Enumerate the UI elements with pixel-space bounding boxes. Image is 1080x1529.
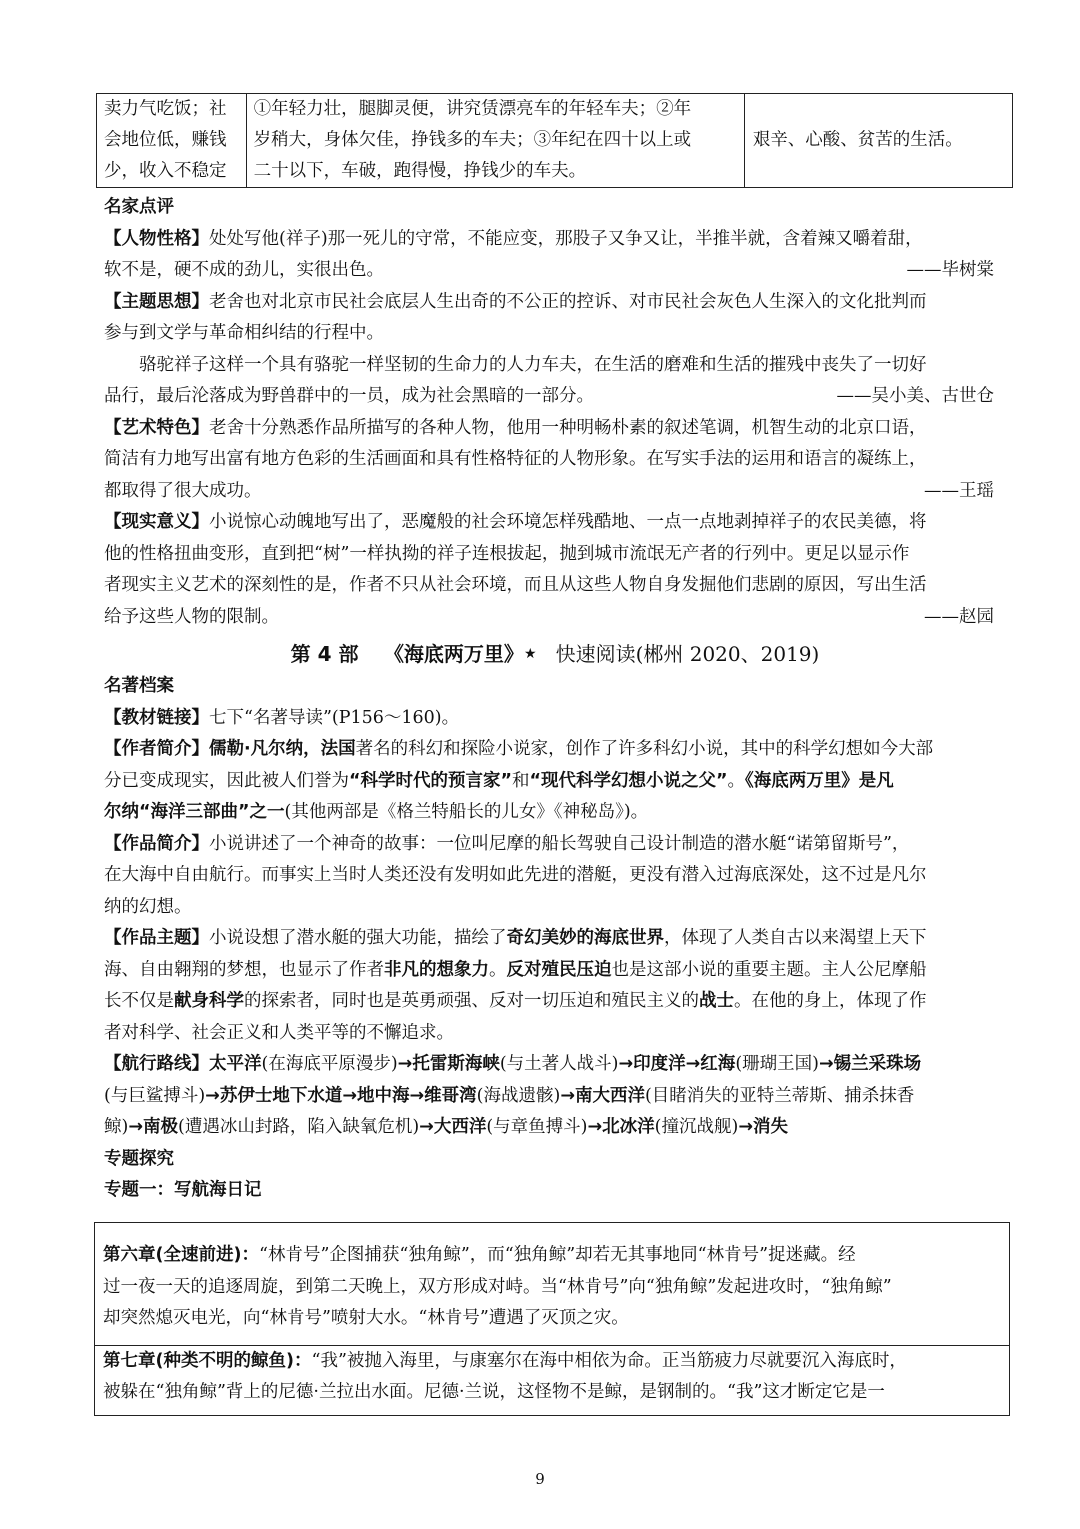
text: 长不仅是 bbox=[104, 991, 174, 1011]
route-segments bbox=[104, 1117, 788, 1137]
critique-reality-line3: 者现实主义艺术的深刻性的是，作者不只从社会环境，而且从这些人物自身发掘他们悲剧的原因，写出生活 bbox=[104, 575, 927, 595]
text: 分已变成现实，因此被人们誉为 bbox=[104, 770, 349, 791]
route-segment: →托雷斯海峡 bbox=[397, 1054, 500, 1074]
critique-art-line2: 简洁有力地写出富有地方色彩的生活画面和具有性格特征的人物形象。在写实手法的运用和语言的凝练上， bbox=[104, 449, 927, 469]
route-segments bbox=[104, 1086, 914, 1106]
critique-theme-line1 bbox=[104, 287, 1006, 319]
critique-author: ——毕树棠 bbox=[906, 260, 994, 280]
label-author: 【作者简介】 bbox=[104, 739, 209, 759]
topic-sub: 专题一：写航海日记 bbox=[104, 1180, 262, 1200]
route-segment: →消失 bbox=[738, 1117, 788, 1137]
text: 反对殖民压迫 bbox=[506, 959, 612, 980]
chapter7-line1 bbox=[95, 1346, 1009, 1378]
cell-line: 二十以下，车破，跑得慢，挣钱少的车夫。 bbox=[253, 161, 587, 181]
text: 奇幻美妙的海底世界 bbox=[506, 928, 664, 948]
text: 品行，最后沦落成为野兽群中的一员，成为社会黑暗的一部分。 bbox=[104, 386, 594, 406]
text: 的探索者，同时也是英勇顽强、反对一切压迫和殖民主义的 bbox=[244, 991, 699, 1011]
section-sub: 快速阅读(郴州 2020、2019) bbox=[555, 642, 820, 666]
table-cell-life: 艰辛、心酸、贫苦的生活。 bbox=[744, 94, 1012, 188]
route-segment: (撞沉战舰) bbox=[654, 1117, 739, 1137]
label-theme: 【主题思想】 bbox=[104, 291, 209, 312]
route-segment: →大西洋 bbox=[419, 1117, 487, 1137]
section-book: 《海底两万里》 bbox=[383, 642, 524, 666]
diary-box bbox=[94, 1222, 1010, 1416]
critique-heading: 名家点评 bbox=[104, 197, 174, 217]
critique-author: ——王瑶 bbox=[924, 480, 994, 501]
route-segment: (目睹消失的亚特兰蒂斯、捕杀抹香 bbox=[644, 1085, 915, 1106]
route-segment: →北冰洋 bbox=[587, 1117, 655, 1137]
text: 小说设想了潜水艇的强大功能，描绘了 bbox=[209, 928, 507, 948]
label-textbook: 【教材链接】 bbox=[104, 707, 209, 728]
text: 献身科学 bbox=[174, 991, 244, 1011]
route-segments bbox=[209, 1054, 921, 1074]
text: “我”被抛入海里，与康塞尔在海中相依为命。正当筋疲力尽就要沉入海底时， bbox=[311, 1350, 907, 1371]
critique-character-line1 bbox=[104, 224, 1006, 256]
route-segment: (海战遗骸) bbox=[476, 1085, 561, 1106]
route-line1 bbox=[104, 1049, 1006, 1081]
text: 尔纳“海洋三部曲”之一 bbox=[104, 802, 285, 822]
route-line3 bbox=[104, 1112, 1006, 1144]
table-cell-condition bbox=[97, 94, 247, 188]
cell-line: 卖力气吃饭；社 bbox=[104, 99, 227, 119]
main-content bbox=[104, 192, 1006, 1207]
box-spacer bbox=[95, 1223, 1009, 1240]
text: “科学时代的预言家” bbox=[349, 770, 513, 791]
label-route: 【航行路线】 bbox=[104, 1054, 209, 1074]
cell-line: 少，收入不稳定 bbox=[104, 161, 227, 181]
archive-theme-line1 bbox=[104, 923, 1006, 955]
label-intro: 【作品简介】 bbox=[104, 833, 209, 854]
route-segment: (与土著人战斗) bbox=[499, 1054, 619, 1074]
text: 。在他的身上，体现了作 bbox=[734, 991, 927, 1011]
critique-theme-line3: 骆驼祥子这样一个具有骆驼一样坚韧的生命力的人力车夫，在生活的磨难和生活的摧残中丧失了一切好 bbox=[139, 354, 927, 375]
text: 和 bbox=[512, 770, 530, 791]
archive-heading: 名著档案 bbox=[104, 676, 174, 696]
archive-intro-line3: 纳的幻想。 bbox=[104, 896, 192, 917]
archive-textbook bbox=[104, 703, 1006, 735]
route-segment: →锡兰采珠场 bbox=[818, 1054, 922, 1074]
cell-line: ①年轻力壮，腿脚灵便，讲究赁漂亮车的年轻车夫；②年 bbox=[253, 99, 692, 119]
text: 处处写他(祥子)那一死儿的守常，不能应变，那股子又争又让，半推半就，含着辣又嚼着甜， bbox=[209, 228, 923, 249]
critique-theme-line4 bbox=[104, 381, 1006, 413]
section-part: 第 4 部 bbox=[290, 642, 359, 666]
label-character: 【人物性格】 bbox=[104, 228, 209, 249]
route-segment: →苏伊士地下水道→地中海→维哥湾 bbox=[205, 1085, 477, 1106]
text: 儒勒·凡尔纳，法国 bbox=[209, 739, 356, 759]
table-row bbox=[97, 94, 1013, 188]
archive-theme-line2 bbox=[104, 955, 1006, 987]
rickshaw-puller-table bbox=[96, 93, 1013, 188]
label-art: 【艺术特色】 bbox=[104, 417, 209, 438]
text: 《海底两万里》是凡 bbox=[745, 770, 894, 791]
text: 都取得了很大成功。 bbox=[104, 480, 262, 501]
label-theme: 【作品主题】 bbox=[104, 928, 209, 948]
text: “现代科学幻想小说之父” bbox=[529, 770, 728, 791]
route-segment: (珊瑚王国) bbox=[735, 1054, 819, 1074]
critique-author: ——吴小美、古世仓 bbox=[836, 386, 994, 406]
chapter6-line1 bbox=[95, 1240, 1009, 1272]
archive-intro-line2: 在大海中自由航行。而事实上当时人类还没有发明如此先进的潜艇，更没有潜入过海底深处，这不过是凡尔 bbox=[104, 865, 927, 885]
topic-heading: 专题探究 bbox=[104, 1148, 174, 1169]
critique-reality-line4 bbox=[104, 602, 1006, 634]
cell-line: 岁稍大，身体欠佳，挣钱多的车夫；③年纪在四十以上或 bbox=[253, 130, 692, 150]
text: 小说讲述了一个神奇的故事：一位叫尼摩的船长驾驶自己设计制造的潜水艇“诺第留斯号”， bbox=[209, 833, 910, 854]
text: ，体现了人类自古以来渴望上天下 bbox=[664, 928, 927, 948]
route-segment: (与章鱼搏斗) bbox=[486, 1117, 588, 1137]
star-icon: ★ bbox=[523, 646, 537, 662]
text: 老舍也对北京市民社会底层人生出奇的不公正的控诉、对市民社会灰色人生深入的文化批判而 bbox=[209, 291, 927, 312]
route-segment: 鲸) bbox=[104, 1117, 129, 1137]
text: 软不是，硬不成的劲儿，实很出色。 bbox=[104, 260, 384, 280]
route-segment: (在海底平原漫步) bbox=[261, 1054, 398, 1074]
route-segment: (遭遇冰山封路，陷入缺氧危机) bbox=[178, 1117, 420, 1137]
text: 战士 bbox=[699, 991, 734, 1011]
critique-reality-line2: 他的性格扭曲变形，直到把“树”一样执拗的祥子连根拔起，抛到城市流氓无产者的行列中。更足以显示作 bbox=[104, 543, 910, 564]
text: 给予这些人物的限制。 bbox=[104, 606, 279, 627]
route-segment: (与巨鲨搏斗) bbox=[104, 1085, 206, 1106]
route-segment: →南极 bbox=[128, 1117, 178, 1137]
text: 海、自由翱翔的梦想，也显示了作者 bbox=[104, 959, 384, 980]
chapter6-label: 第六章(全速前进)： bbox=[103, 1245, 259, 1265]
archive-theme-line3 bbox=[104, 986, 1006, 1018]
route-segment: 太平洋 bbox=[209, 1054, 262, 1074]
critique-theme-line2: 参与到文学与革命相纠结的行程中。 bbox=[104, 323, 384, 343]
section-title bbox=[104, 637, 1006, 671]
text: “林肯号”企图捕获“独角鲸”，而“独角鲸”却若无其事地同“林肯号”捉迷藏。经 bbox=[259, 1245, 856, 1265]
text: 著名的科幻和探险小说家，创作了许多科幻小说，其中的科学幻想如今大部 bbox=[355, 739, 934, 759]
route-line2 bbox=[104, 1081, 1006, 1113]
text: 七下“名著导读”(P156～160)。 bbox=[209, 707, 460, 728]
text: 小说惊心动魄地写出了，恶魔般的社会环境怎样残酷地、一点一点地剥掉祥子的农民美德，将 bbox=[209, 512, 927, 532]
route-segment: →印度洋→红海 bbox=[618, 1054, 736, 1074]
critique-author: ——赵园 bbox=[924, 606, 994, 627]
archive-author-line1 bbox=[104, 734, 1006, 766]
page-number: 9 bbox=[535, 1470, 545, 1488]
text: 老舍十分熟悉作品所描写的各种人物，他用一种明畅朴素的叙述笔调，机智生动的北京口语， bbox=[209, 417, 927, 438]
critique-character-line2 bbox=[104, 255, 1006, 287]
text: 。 bbox=[727, 770, 746, 791]
table-cell-types bbox=[246, 94, 744, 188]
text: 也是这部小说的重要主题。主人公尼摩船 bbox=[611, 959, 927, 980]
archive-author-line3 bbox=[104, 797, 1006, 829]
chapter6-line3: 却突然熄灭电光，向“林肯号”喷射大水。“林肯号”遭遇了灭顶之灾。 bbox=[103, 1308, 629, 1328]
archive-theme-line4: 者对科学、社会正义和人类平等的不懈追求。 bbox=[104, 1022, 454, 1043]
critique-art-line1 bbox=[104, 413, 1006, 445]
critique-reality-line1 bbox=[104, 507, 1006, 539]
archive-intro-line1 bbox=[104, 829, 1006, 861]
chapter6-line2: 过一夜一天的追逐周旋，到第二天晚上，双方形成对峙。当“林肯号”向“独角鲸”发起进攻时，“独角鲸” bbox=[103, 1276, 892, 1297]
critique-art-line3 bbox=[104, 476, 1006, 508]
chapter7-line2: 被躲在“独角鲸”背上的尼德·兰拉出水面。尼德·兰说，这怪物不是鲸，是钢制的。“我”这才断定它是一 bbox=[103, 1382, 885, 1402]
chapter7-label: 第七章(种类不明的鲸鱼)： bbox=[103, 1350, 312, 1371]
route-segment: →南大西洋 bbox=[560, 1085, 645, 1106]
text: 非凡的想象力 bbox=[384, 959, 489, 980]
cell-line: 会地位低，赚钱 bbox=[104, 130, 227, 150]
label-reality: 【现实意义】 bbox=[104, 512, 209, 532]
text: 。 bbox=[489, 959, 507, 980]
archive-author-line2 bbox=[104, 766, 1006, 798]
text: (其他两部是《格兰特船长的儿女》《神秘岛》)。 bbox=[284, 802, 649, 822]
